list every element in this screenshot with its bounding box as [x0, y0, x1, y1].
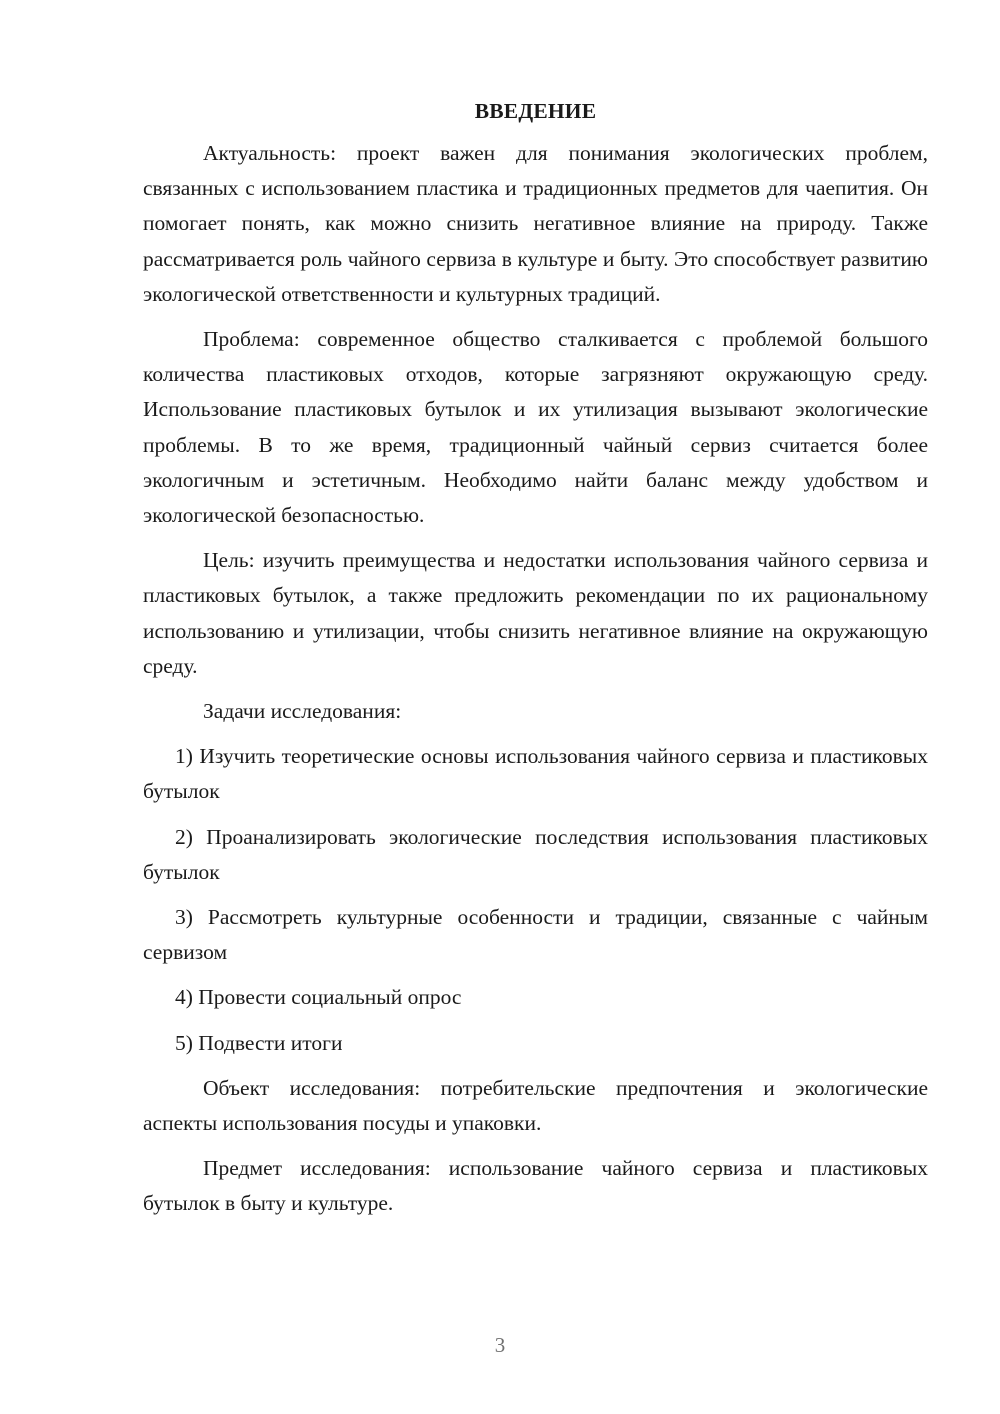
document-page [143, 96, 928, 1232]
goal-paragraph: Цель: изучить преимущества и недостатки использования чайного сервиза и пластиковых бутылок, а также предложить рекомендации по их рациональному использованию и утилизации, чтобы снизить негативное влияние на окружающую среду. [143, 548, 928, 678]
task-item-2: 2) Проанализировать экологические последствия использования пластиковых бутылок [143, 824, 928, 884]
relevance-paragraph: Актуальность: проект важен для понимания экологических проблем, связанных с использованием пластика и традиционных предметов для чаепития. Он помогает понять, как можно снизить негативное влияние на природу. Также рассматривается роль чайного сервиза в культуре и быту. Это способствует развитию экологической ответственности и культурных традиций. [143, 141, 928, 306]
page-number: 3 [494, 1333, 506, 1357]
task-item-1: 1) Изучить теоретические основы использования чайного сервиза и пластиковых бутылок [143, 744, 928, 804]
tasks-title: Задачи исследования: [203, 699, 402, 724]
task-item-5: 5) Подвести итоги [175, 1030, 343, 1055]
task-item-3: 3) Рассмотреть культурные особенности и традиции, связанные с чайным сервизом [143, 905, 928, 965]
page-title: ВВЕДЕНИЕ [474, 99, 597, 123]
task-item-4: 4) Провести социальный опрос [175, 985, 462, 1010]
subject-paragraph: Предмет исследования: использование чайного сервиза и пластиковых бутылок в быту и культуре. [143, 1156, 928, 1216]
object-paragraph: Объект исследования: потребительские предпочтения и экологические аспекты использования посуды и упаковки. [143, 1075, 928, 1136]
problem-paragraph: Проблема: современное общество сталкивается с проблемой большого количества пластиковых отходов, которые загрязняют окружающую среду. Использование пластиковых бутылок и их утилизация вызывают экологические проблемы. В то же время, традиционный чайный сервиз считается более экологичным и эстетичным. Необходимо найти баланс между удобством и экологической безопасностью. [143, 327, 928, 528]
